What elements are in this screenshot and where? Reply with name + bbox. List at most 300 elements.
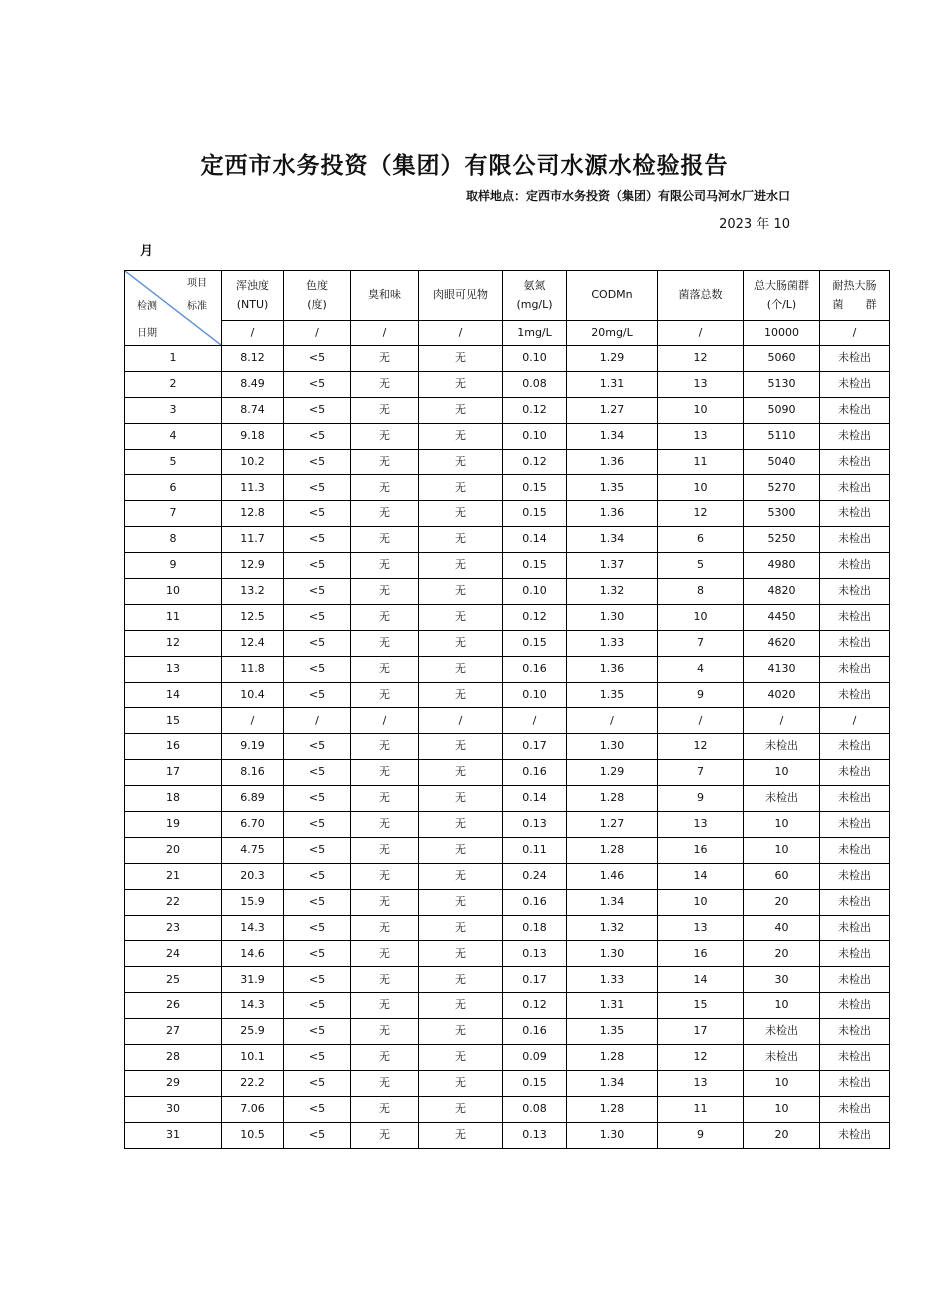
table-row (125, 656, 890, 682)
table-cell: 12 (658, 501, 744, 527)
day-cell: 15 (125, 708, 222, 734)
table-cell: 无 (419, 630, 503, 656)
table-cell: 1.37 (567, 553, 658, 579)
table-cell: 无 (419, 682, 503, 708)
table-cell: 无 (419, 501, 503, 527)
column-header-line: 总大肠菌群 (754, 278, 809, 292)
table-cell: / (820, 708, 890, 734)
day-cell: 12 (125, 630, 222, 656)
table-cell: 无 (419, 734, 503, 760)
column-header-line: (个/L) (766, 297, 797, 311)
table-cell: 6 (658, 527, 744, 553)
table-cell: 无 (351, 1070, 419, 1096)
table-cell: 0.08 (503, 371, 567, 397)
table-cell: 5300 (744, 501, 820, 527)
table-cell: 20 (744, 941, 820, 967)
table-row (125, 837, 890, 863)
table-cell: 7 (658, 630, 744, 656)
column-header-line: 耐热大肠 (832, 278, 877, 292)
column-header-line: 菌 群 (832, 297, 877, 311)
column-header (820, 271, 890, 321)
column-header-line: (NTU) (236, 297, 269, 311)
table-row (125, 863, 890, 889)
standard-value-cell: / (284, 321, 351, 346)
table-cell: 10 (658, 604, 744, 630)
table-cell: <5 (284, 579, 351, 605)
table-cell: 5060 (744, 346, 820, 372)
day-cell: 4 (125, 423, 222, 449)
table-cell: <5 (284, 501, 351, 527)
table-cell: 未检出 (744, 1045, 820, 1071)
table-cell: 1.31 (567, 371, 658, 397)
table-cell: 未检出 (744, 786, 820, 812)
table-cell: 无 (419, 604, 503, 630)
table-cell: 未检出 (820, 346, 890, 372)
table-cell: 未检出 (820, 371, 890, 397)
day-cell: 26 (125, 993, 222, 1019)
table-cell: <5 (284, 1096, 351, 1122)
table-cell: <5 (284, 812, 351, 838)
table-cell: 13 (658, 915, 744, 941)
table-cell: 31.9 (222, 967, 284, 993)
table-cell: 5130 (744, 371, 820, 397)
table-cell: 0.12 (503, 449, 567, 475)
column-header (567, 271, 658, 321)
day-cell: 6 (125, 475, 222, 501)
column-header-line: 色度 (306, 278, 328, 292)
day-cell: 24 (125, 941, 222, 967)
column-header-line: CODMn (591, 288, 633, 302)
table-cell: 无 (351, 863, 419, 889)
table-cell: 14.6 (222, 941, 284, 967)
standard-value-cell: / (658, 321, 744, 346)
day-cell: 23 (125, 915, 222, 941)
table-cell: 12 (658, 734, 744, 760)
column-header (351, 271, 419, 321)
column-header (222, 271, 284, 321)
table-cell: 0.17 (503, 967, 567, 993)
table-cell: 无 (419, 527, 503, 553)
table-cell: <5 (284, 993, 351, 1019)
report-year-month: 2023 年 10 (719, 217, 790, 232)
day-cell: 20 (125, 837, 222, 863)
table-cell: 未检出 (820, 579, 890, 605)
table-row (125, 1070, 890, 1096)
table-cell: 1.29 (567, 760, 658, 786)
day-cell: 29 (125, 1070, 222, 1096)
table-cell: 未检出 (820, 527, 890, 553)
table-cell: 未检出 (820, 475, 890, 501)
table-cell: 8 (658, 579, 744, 605)
table-cell: 无 (351, 1045, 419, 1071)
table-cell: 未检出 (820, 397, 890, 423)
table-cell: 无 (419, 941, 503, 967)
table-cell: 8.49 (222, 371, 284, 397)
table-cell: 无 (351, 346, 419, 372)
table-cell: 未检出 (820, 1045, 890, 1071)
table-cell: 未检出 (820, 786, 890, 812)
column-header-line: 氨氮 (523, 278, 546, 292)
table-cell: 11.7 (222, 527, 284, 553)
table-row (125, 371, 890, 397)
table-cell: 无 (351, 1096, 419, 1122)
table-cell: 无 (351, 941, 419, 967)
table-cell: <5 (284, 553, 351, 579)
table-cell: 0.24 (503, 863, 567, 889)
table-cell: <5 (284, 941, 351, 967)
table-cell: 0.11 (503, 837, 567, 863)
table-cell: 无 (351, 1122, 419, 1148)
table-cell: 14 (658, 863, 744, 889)
corner-header-cell (125, 271, 222, 346)
table-cell: 10.1 (222, 1045, 284, 1071)
table-cell: 无 (419, 760, 503, 786)
table-cell: <5 (284, 1070, 351, 1096)
table-cell: / (503, 708, 567, 734)
table-cell: 20 (744, 889, 820, 915)
day-cell: 5 (125, 449, 222, 475)
table-cell: 25.9 (222, 1019, 284, 1045)
table-cell: 12.5 (222, 604, 284, 630)
table-cell: 1.35 (567, 682, 658, 708)
table-cell: 0.15 (503, 475, 567, 501)
table-cell: 1.28 (567, 1096, 658, 1122)
table-row (125, 786, 890, 812)
table-cell: 未检出 (820, 967, 890, 993)
day-cell: 21 (125, 863, 222, 889)
table-row (125, 682, 890, 708)
table-cell: 15.9 (222, 889, 284, 915)
corner-standard-label: 标准 (187, 301, 207, 312)
column-header (503, 271, 567, 321)
table-cell: <5 (284, 475, 351, 501)
table-cell: 无 (351, 397, 419, 423)
table-cell: 12.4 (222, 630, 284, 656)
table-cell: 9 (658, 1122, 744, 1148)
table-cell: 无 (419, 475, 503, 501)
table-cell: 5110 (744, 423, 820, 449)
water-quality-table (124, 270, 890, 1149)
table-cell: <5 (284, 397, 351, 423)
table-cell: 无 (419, 449, 503, 475)
table-cell: 无 (351, 475, 419, 501)
table-cell: <5 (284, 837, 351, 863)
table-cell: 未检出 (820, 501, 890, 527)
table-cell: 15 (658, 993, 744, 1019)
column-header-line: (度) (307, 297, 327, 311)
table-row (125, 941, 890, 967)
table-cell: 0.16 (503, 760, 567, 786)
table-cell: <5 (284, 734, 351, 760)
table-cell: 未检出 (820, 1122, 890, 1148)
table-cell: 未检出 (744, 734, 820, 760)
table-cell: 4020 (744, 682, 820, 708)
table-cell: 未检出 (820, 812, 890, 838)
table-row (125, 475, 890, 501)
column-header (284, 271, 351, 321)
table-cell: 无 (419, 889, 503, 915)
day-cell: 22 (125, 889, 222, 915)
table-cell: <5 (284, 967, 351, 993)
table-cell: 4130 (744, 656, 820, 682)
table-row (125, 889, 890, 915)
table-cell: 4450 (744, 604, 820, 630)
table-cell: 未检出 (820, 604, 890, 630)
table-cell: 13.2 (222, 579, 284, 605)
table-row (125, 1045, 890, 1071)
table-row (125, 734, 890, 760)
table-cell: 1.31 (567, 993, 658, 1019)
table-cell: 6.89 (222, 786, 284, 812)
table-cell: 10.5 (222, 1122, 284, 1148)
report-title: 定西市水务投资（集团）有限公司水源水检验报告 (200, 153, 729, 179)
table-cell: 1.30 (567, 1122, 658, 1148)
table-cell: 无 (419, 397, 503, 423)
column-header (658, 271, 744, 321)
table-row (125, 1122, 890, 1148)
table-cell: <5 (284, 346, 351, 372)
table-cell: 无 (351, 786, 419, 812)
table-cell: 无 (351, 527, 419, 553)
table-cell: 1.28 (567, 837, 658, 863)
table-cell: 无 (351, 993, 419, 1019)
table-cell: 无 (351, 837, 419, 863)
standard-value-cell: / (222, 321, 284, 346)
table-cell: / (567, 708, 658, 734)
table-cell: 0.16 (503, 656, 567, 682)
table-cell: 10 (744, 993, 820, 1019)
table-cell: 无 (351, 553, 419, 579)
day-cell: 14 (125, 682, 222, 708)
table-cell: 0.13 (503, 1122, 567, 1148)
table-cell: 未检出 (820, 837, 890, 863)
table-cell: 未检出 (820, 863, 890, 889)
table-cell: <5 (284, 1045, 351, 1071)
column-header-line: 肉眼可见物 (433, 288, 488, 302)
corner-item-label: 项目 (187, 278, 207, 289)
table-cell: 14 (658, 967, 744, 993)
table-cell: 0.12 (503, 604, 567, 630)
table-cell: 20.3 (222, 863, 284, 889)
table-cell: <5 (284, 889, 351, 915)
table-row (125, 604, 890, 630)
table-cell: 未检出 (820, 1096, 890, 1122)
table-cell: <5 (284, 915, 351, 941)
table-row (125, 1019, 890, 1045)
day-cell: 19 (125, 812, 222, 838)
table-cell: 30 (744, 967, 820, 993)
table-cell: 无 (419, 993, 503, 1019)
table-cell: 1.32 (567, 579, 658, 605)
table-row (125, 579, 890, 605)
table-row (125, 553, 890, 579)
table-cell: 0.17 (503, 734, 567, 760)
table-cell: 无 (351, 889, 419, 915)
day-cell: 30 (125, 1096, 222, 1122)
table-cell: 无 (419, 553, 503, 579)
table-row (125, 1096, 890, 1122)
column-header (419, 271, 503, 321)
standard-value-cell: / (820, 321, 890, 346)
table-cell: 1.28 (567, 786, 658, 812)
table-cell: 1.30 (567, 604, 658, 630)
day-cell: 18 (125, 786, 222, 812)
table-cell: 4620 (744, 630, 820, 656)
table-cell: 5270 (744, 475, 820, 501)
table-cell: 5 (658, 553, 744, 579)
table-cell: <5 (284, 682, 351, 708)
table-cell: 无 (419, 837, 503, 863)
table-cell: 未检出 (820, 423, 890, 449)
table-cell: 0.10 (503, 682, 567, 708)
table-cell: / (658, 708, 744, 734)
table-cell: 10 (658, 889, 744, 915)
table-cell: 无 (419, 346, 503, 372)
table-cell: 16 (658, 837, 744, 863)
day-cell: 10 (125, 579, 222, 605)
table-cell: 无 (351, 760, 419, 786)
table-cell: 7.06 (222, 1096, 284, 1122)
table-cell: 无 (351, 1019, 419, 1045)
standard-value-cell: 1mg/L (503, 321, 567, 346)
table-cell: 1.36 (567, 501, 658, 527)
table-cell: 无 (419, 371, 503, 397)
table-cell: 无 (419, 579, 503, 605)
table-cell: 1.34 (567, 1070, 658, 1096)
table-cell: 无 (419, 1122, 503, 1148)
table-row (125, 527, 890, 553)
table-cell: 0.08 (503, 1096, 567, 1122)
table-cell: 无 (351, 967, 419, 993)
table-cell: 无 (419, 1096, 503, 1122)
table-row (125, 812, 890, 838)
table-row (125, 630, 890, 656)
month-label: 月 (140, 244, 154, 259)
table-cell: 未检出 (820, 760, 890, 786)
table-cell: <5 (284, 527, 351, 553)
table-cell: 14.3 (222, 993, 284, 1019)
table-cell: 5250 (744, 527, 820, 553)
table-cell: 无 (351, 812, 419, 838)
table-cell: 无 (351, 449, 419, 475)
table-cell: 20 (744, 1122, 820, 1148)
table-cell: 10 (744, 1096, 820, 1122)
table-cell: 10 (744, 837, 820, 863)
table-row (125, 449, 890, 475)
table-cell: 0.15 (503, 553, 567, 579)
table-cell: 无 (351, 371, 419, 397)
column-header (744, 271, 820, 321)
table-cell: 10 (658, 397, 744, 423)
table-row (125, 915, 890, 941)
table-cell: 0.13 (503, 812, 567, 838)
table-cell: 9.18 (222, 423, 284, 449)
column-header-line: (mg/L) (516, 297, 553, 311)
table-cell: 11 (658, 449, 744, 475)
table-cell: 0.18 (503, 915, 567, 941)
table-cell: <5 (284, 1019, 351, 1045)
table-cell: 未检出 (820, 1019, 890, 1045)
table-cell: 未检出 (820, 941, 890, 967)
table-row (125, 346, 890, 372)
table-cell: 0.09 (503, 1045, 567, 1071)
table-cell: 12 (658, 346, 744, 372)
table-cell: 1.33 (567, 630, 658, 656)
table-cell: 5040 (744, 449, 820, 475)
table-cell: 0.10 (503, 423, 567, 449)
corner-date-label: 日期 (137, 328, 157, 339)
table-cell: 0.15 (503, 630, 567, 656)
table-cell: 1.27 (567, 812, 658, 838)
table-cell: 9.19 (222, 734, 284, 760)
table-cell: 1.30 (567, 941, 658, 967)
day-cell: 27 (125, 1019, 222, 1045)
table-row (125, 993, 890, 1019)
table-cell: 1.34 (567, 423, 658, 449)
table-cell: 未检出 (820, 734, 890, 760)
table-cell: 未检出 (744, 1019, 820, 1045)
table-cell: 未检出 (820, 656, 890, 682)
table-cell: 0.12 (503, 993, 567, 1019)
table-cell: 6.70 (222, 812, 284, 838)
table-cell: 无 (419, 812, 503, 838)
table-cell: 无 (419, 1045, 503, 1071)
day-cell: 25 (125, 967, 222, 993)
day-cell: 31 (125, 1122, 222, 1148)
table-cell: 13 (658, 1070, 744, 1096)
day-cell: 8 (125, 527, 222, 553)
table-cell: 未检出 (820, 993, 890, 1019)
table-cell: 无 (419, 1019, 503, 1045)
day-cell: 28 (125, 1045, 222, 1071)
table-cell: 0.15 (503, 501, 567, 527)
corner-detect-label: 检测 (137, 301, 157, 312)
table-cell: 无 (351, 501, 419, 527)
table-cell: 无 (419, 423, 503, 449)
table-cell: 11 (658, 1096, 744, 1122)
table-cell: 无 (351, 656, 419, 682)
table-cell: <5 (284, 630, 351, 656)
table-cell: <5 (284, 604, 351, 630)
table-cell: 无 (419, 967, 503, 993)
table-cell: 1.46 (567, 863, 658, 889)
table-cell: 无 (351, 630, 419, 656)
table-cell: 无 (351, 682, 419, 708)
table-cell: 13 (658, 423, 744, 449)
table-cell: / (419, 708, 503, 734)
table-cell: 8.12 (222, 346, 284, 372)
table-cell: 未检出 (820, 553, 890, 579)
table-cell: 16 (658, 941, 744, 967)
table-cell: 1.36 (567, 656, 658, 682)
table-cell: / (222, 708, 284, 734)
table-cell: <5 (284, 449, 351, 475)
table-cell: 无 (419, 1070, 503, 1096)
table-cell: <5 (284, 371, 351, 397)
table-cell: 无 (351, 915, 419, 941)
table-cell: 10.4 (222, 682, 284, 708)
table-cell: 13 (658, 371, 744, 397)
table-cell: 1.36 (567, 449, 658, 475)
column-header-line: 臭和味 (368, 288, 401, 302)
table-cell: 1.29 (567, 346, 658, 372)
table-cell: 未检出 (820, 630, 890, 656)
table-cell: 0.10 (503, 346, 567, 372)
table-cell: 未检出 (820, 915, 890, 941)
table-cell: 40 (744, 915, 820, 941)
standard-value-cell: / (419, 321, 503, 346)
table-cell: 10 (658, 475, 744, 501)
